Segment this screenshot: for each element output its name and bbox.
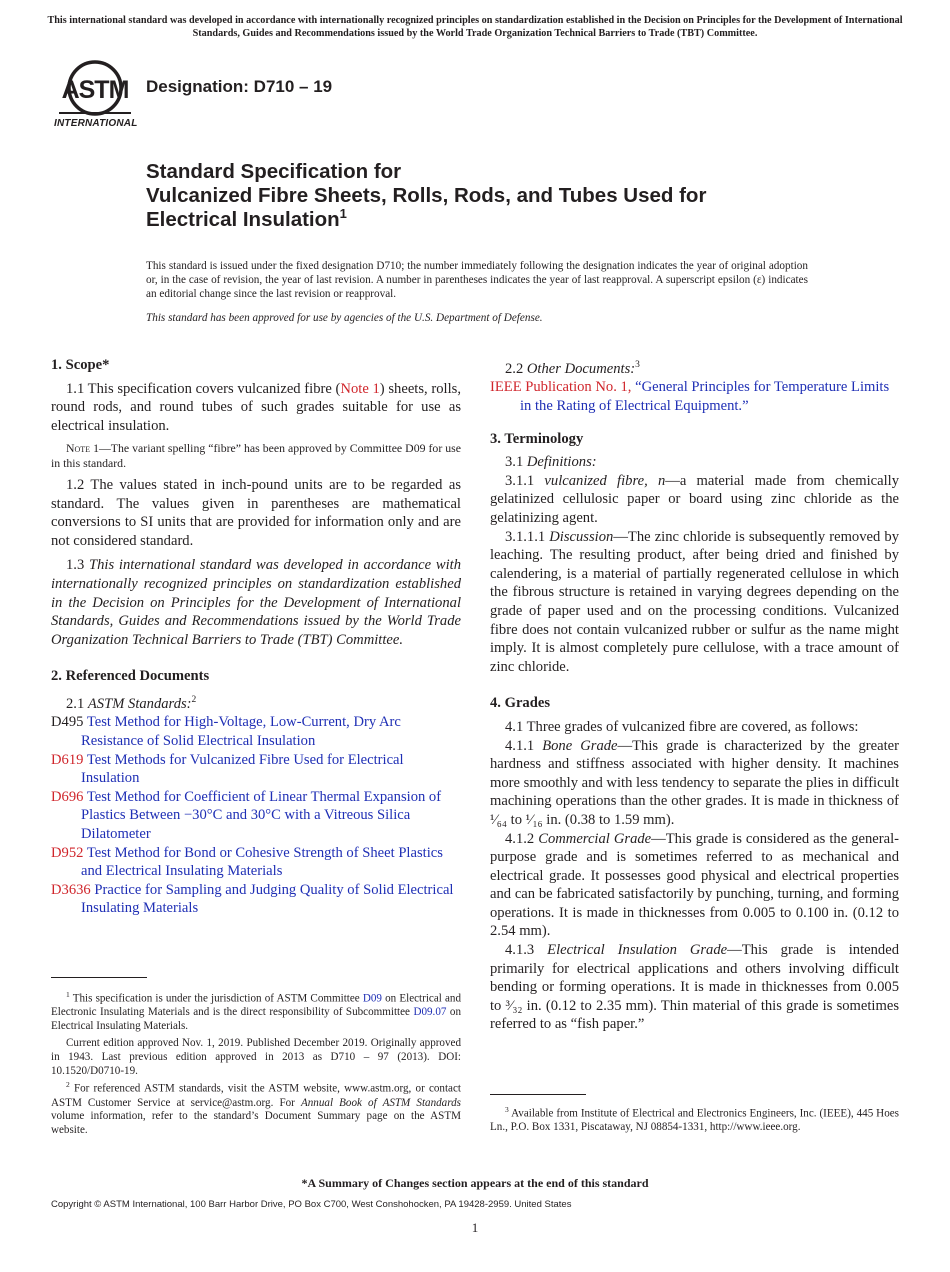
definitions-label: 3.1 Definitions: xyxy=(505,454,597,471)
scope-1-3: 1.3 This international standard was developed in accordance with internationally recognized principles on standardization established in the Decision on Principles for the Development of International Standards, Guides and Recommendations issued by the World Trade Organization Technical Barriers to Trade (TBT) Committee. xyxy=(51,557,462,648)
grade-electrical: 4.1.3 Electrical Insulation Grade—This grade is intended primarily for electrical applications and others involving difficult bending or forming operations. It is made in thicknesses from 0.005 to ³⁄₃₂ in. (0.12 to 2.35 mm). Thin material of this grade is sometimes referred to as “fish paper.” xyxy=(490,942,899,1033)
note-1-link[interactable]: Note 1 xyxy=(340,380,380,397)
def-vulcanized-fibre: 3.1.1 vulcanized fibre, n—a material made from chemically gelatinized cellulosic paper or board using zinc chloride as the gelatinizing agent. xyxy=(490,472,900,527)
scope-1-2: 1.2 The values stated in inch-pound units are to be regarded as standard. The values given in parentheses are mathematical conversions to SI units that are provided for information only and are not considered standard. xyxy=(51,476,461,549)
note-1: Note 1—The variant spelling “fibre” has been approved by Committee D09 for use in this standard. xyxy=(51,441,461,471)
footnote-3: $^3$ Available from Institute of Electrical and Electronics Engineers, Inc. (IEEE), 445 Hoes Ln., P.O. Box 1331, Piscataway, NJ 08854-1331, http://www.ieee.org. xyxy=(490,1105,899,1134)
title-line-3: Electrical Insulation xyxy=(146,208,340,231)
grades-heading: 4. Grades xyxy=(490,695,550,712)
preamble: This standard is issued under the fixed designation D710; the number immediately following the designation indicates the year of original adoption or, in the case of revision, the year of last revision. A number in parentheses indicates the year of last reapproval. A superscript epsilon (ε) indicates an editorial change since the last revision or reapproval. xyxy=(146,260,808,300)
page-number: 1 xyxy=(471,1220,479,1235)
ref-d619[interactable]: D619 Test Methods for Vulcanized Fibre Used for Electrical Insulation xyxy=(51,751,404,787)
title-footnote-mark: 1 xyxy=(339,206,347,221)
title-line-1: Standard Specification for xyxy=(146,160,402,183)
d09-07-link[interactable]: D09.07 xyxy=(413,1006,447,1019)
title-line-2: Vulcanized Fibre Sheets, Rolls, Rods, and Tubes Used for xyxy=(146,184,707,207)
d09-link[interactable]: D09 xyxy=(362,992,382,1005)
referenced-heading: 2. Referenced Documents xyxy=(51,668,210,685)
summary-of-changes-note: *A Summary of Changes section appears at the end of this standard xyxy=(301,1176,649,1190)
footnotes-right xyxy=(490,1103,899,1135)
ref-d696[interactable]: D696 Test Method for Coefficient of Linear Thermal Expansion of Plastics Between −30°C and 30°C with a Vitreous Silica Dilatometer xyxy=(51,788,442,842)
footnote-rule-right xyxy=(490,1094,586,1095)
footnote-1: $^1$ This specification is under the jurisdiction of ASTM Committee D09 on Electrical and Electronic Insulating Materials and is the direct responsibility of Subcommittee D09.07 on Electrical Insulating Materials. xyxy=(51,990,461,1032)
logo-international-text: INTERNATIONAL xyxy=(54,118,138,129)
terminology-heading: 3. Terminology xyxy=(490,430,584,447)
tbt-notice: This international standard was developed in accordance with internationally recognized principles on standardization established in the Decision on Principles for the Development of International Standards, Guides and Recommendations issued by the World Trade Organization Technical Barriers to Trade (TBT) Committee. xyxy=(47,15,903,39)
svg-text:ASTM: ASTM xyxy=(61,76,129,104)
right-column xyxy=(490,356,899,1034)
ref-ieee[interactable]: IEEE Publication No. 1, “General Principles for Temperature Limits in the Rating of Electrical Equipment.” xyxy=(490,379,890,415)
grade-bone: 4.1.1 Bone Grade—This grade is characterized by the greater hardness and stiffness associated with higher density. It machines more smoothly and with less tendency to separate the plies in difficult machining operations than the other grades. It is made in thickness of ¹⁄₆₄ to ¹⁄₁₆ in. (0.38 to 1.59 mm). xyxy=(490,737,899,828)
footnote-rule-left xyxy=(51,977,147,978)
ref-d3636[interactable]: D3636 Practice for Sampling and Judging Quality of Solid Electrical Insulating Materials xyxy=(51,881,454,917)
scope-1-1: 1.1 This specification covers vulcanized fibre (Note 1) sheets, rolls, round rods, and round tubes of such grades suitable for use as electrical insulation. xyxy=(51,380,461,434)
footnote-2: $^2$ For referenced ASTM standards, visit the ASTM website, www.astm.org, or contact ASTM Customer Service at service@astm.org. For Annual Book of ASTM Standards volume information, refer to the standard’s Document Summary page on the ASTM website. xyxy=(51,1080,461,1136)
footnote-edition: Current edition approved Nov. 1, 2019. Published December 2019. Originally approved in 1943. Last previous edition approved in 2013 as D710 – 97 (2013). DOI: 10.1520/D0710-19. xyxy=(51,1037,461,1077)
left-column xyxy=(51,356,461,918)
other-documents-label: 2.2 Other Documents:$^3$ xyxy=(505,360,640,377)
ref-d952[interactable]: D952 Test Method for Bond or Cohesive Strength of Sheet Plastics and Electrical Insulating Materials xyxy=(51,844,443,880)
astm-standards-label: 2.1 ASTM Standards:$^2$ xyxy=(66,694,197,712)
ref-d495[interactable]: D495 Test Method for High-Voltage, Low-Current, Dry Arc Resistance of Solid Electrical Insulation xyxy=(51,714,401,749)
grade-commercial: 4.1.2 Commercial Grade—This grade is considered as the general-purpose grade and is sometimes referred to as mechanical and electrical grade. It possesses good physical and electrical properties and can be fabricated satisfactorily by punching, turning, and forming operations. It is made in thicknesses from 0.005 to 0.100 in. (0.12 to 2.54 mm). xyxy=(490,830,900,940)
designation: Designation: D710 – 19 xyxy=(146,77,333,96)
scope-heading: 1. Scope* xyxy=(51,357,110,373)
def-discussion: 3.1.1.1 Discussion—The zinc chloride is subsequently removed by leaching. The resulting product, after being dried and finished by calendering, is a material of partially regenerated cellulose in which the fibrous structure is retained in varying degrees depending on the grade of paper used and on the processing conditions. Vulcanized fibre does not contain vulcanized rubber or sulfur as the name might imply. It is almost completely pure cellulose, with a trace amount of zinc chloride. xyxy=(490,528,899,675)
page-title xyxy=(146,160,846,232)
grades-4-1: 4.1 Three grades of vulcanized fibre are covered, as follows: xyxy=(505,718,859,735)
copyright: Copyright © ASTM International, 100 Barr Harbor Drive, PO Box C700, West Conshohocken, PA 19428-2959. United States xyxy=(51,1199,572,1210)
footnotes-left xyxy=(51,988,461,1137)
dod-approval: This standard has been approved for use by agencies of the U.S. Department of Defense. xyxy=(146,312,543,324)
